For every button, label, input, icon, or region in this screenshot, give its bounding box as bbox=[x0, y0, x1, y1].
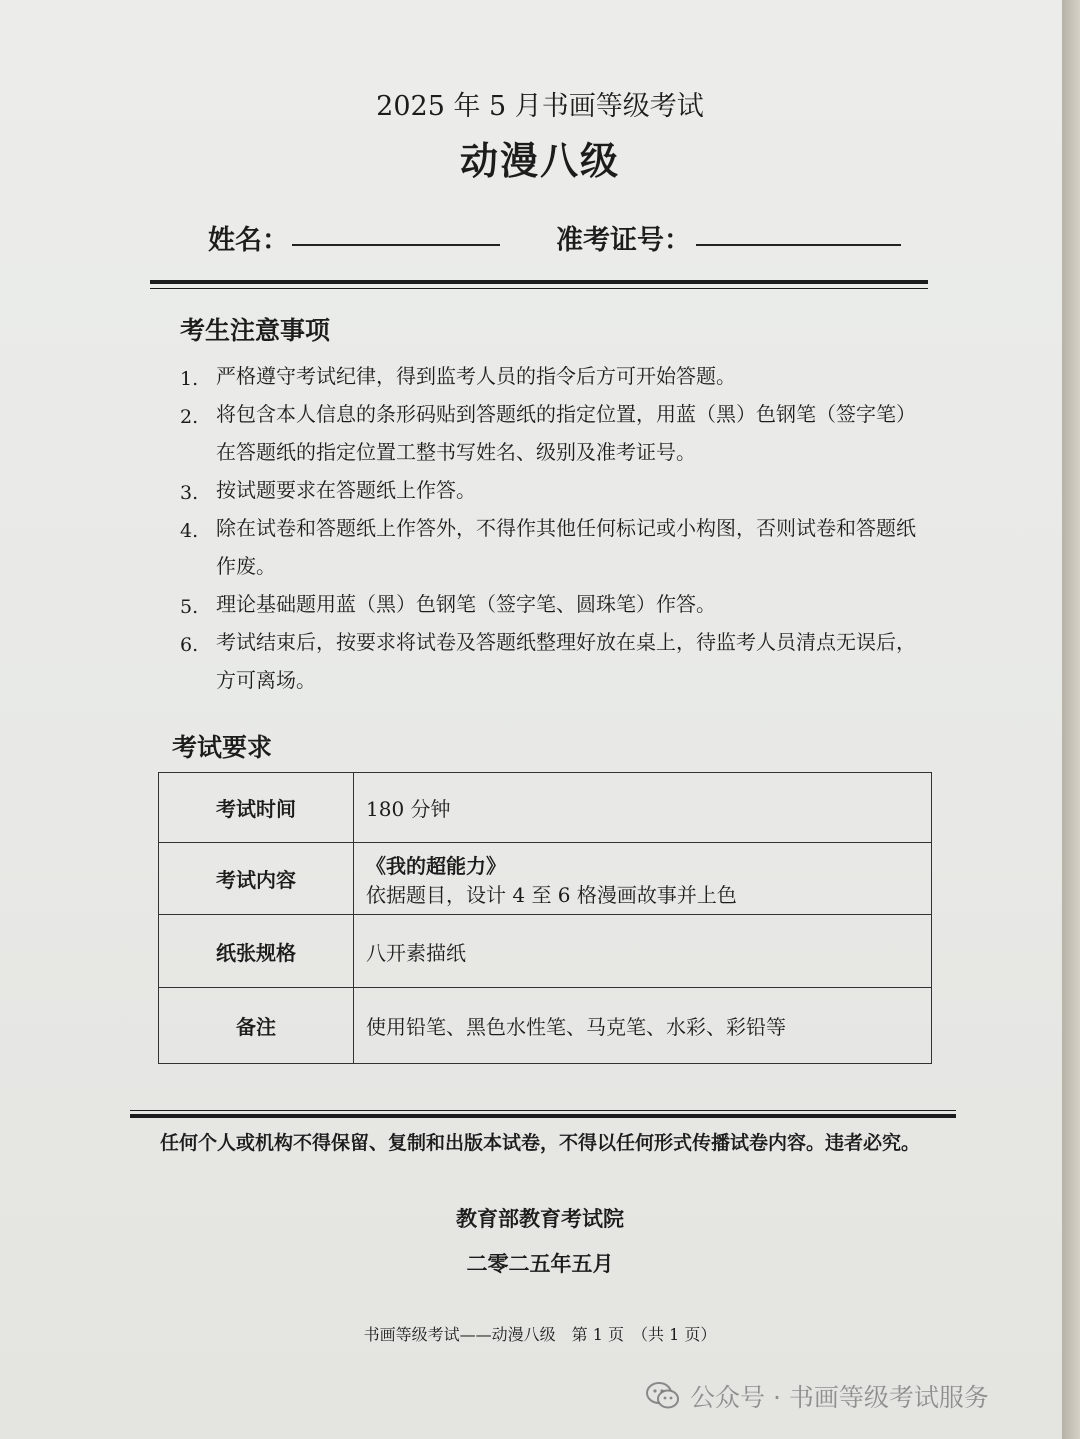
content-description: 依据题目，设计 4 至 6 格漫画故事并上色 bbox=[366, 882, 737, 907]
exam-title: 2025 年 5 月书画等级考试 bbox=[376, 91, 704, 122]
row-value: 180 分钟 bbox=[354, 773, 932, 843]
row-label: 考试内容 bbox=[159, 843, 354, 915]
exam-id-label: 准考证号： bbox=[556, 225, 691, 256]
notice-number: 6. bbox=[180, 634, 199, 656]
notice-item: 除在试卷和答题纸上作答外，不得作其他任何标记或小构图，否则试卷和答题纸作废。 bbox=[216, 516, 916, 578]
notice-item: 理论基础题用蓝（黑）色钢笔（签字笔、圆珠笔）作答。 bbox=[216, 592, 716, 616]
name-label: 姓名： bbox=[208, 225, 289, 256]
requirements-title: 考试要求 bbox=[172, 733, 273, 762]
notice-number: 5. bbox=[180, 596, 199, 618]
wechat-icon bbox=[646, 1381, 680, 1411]
table-row bbox=[159, 915, 932, 988]
issue-date: 二零二五年五月 bbox=[466, 1251, 614, 1276]
row-label: 纸张规格 bbox=[159, 915, 354, 988]
table-row bbox=[159, 843, 932, 915]
row-value-multi bbox=[354, 843, 932, 915]
table-row bbox=[159, 773, 932, 843]
issuer-org: 教育部教育考试院 bbox=[456, 1206, 624, 1231]
requirements-table bbox=[158, 772, 932, 1064]
notice-number: 1. bbox=[180, 368, 199, 390]
exam-id-blank-line bbox=[696, 244, 901, 246]
notices-title: 考生注意事项 bbox=[180, 316, 331, 345]
notice-item: 将包含本人信息的条形码贴到答题纸的指定位置，用蓝（黑）色钢笔（签字笔）在答题纸的指定位置工整书写姓名、级别及准考证号。 bbox=[216, 402, 916, 464]
notice-item: 考试结束后，按要求将试卷及答题纸整理好放在桌上，待监考人员清点无误后，方可离场。 bbox=[216, 630, 916, 692]
name-blank-line bbox=[292, 244, 500, 246]
row-label: 考试时间 bbox=[159, 773, 354, 843]
paper-edge-shadow bbox=[1062, 0, 1080, 1439]
copyright-warning: 任何个人或机构不得保留、复制和出版本试卷，不得以任何形式传播试卷内容。违者必究。 bbox=[159, 1132, 920, 1154]
row-value: 使用铅笔、黑色水性笔、马克笔、水彩、彩铅等 bbox=[354, 988, 932, 1064]
row-value: 八开素描纸 bbox=[354, 915, 932, 988]
row-label: 备注 bbox=[159, 988, 354, 1064]
notice-number: 3. bbox=[180, 482, 199, 504]
content-topic: 《我的超能力》 bbox=[366, 853, 506, 878]
notice-number: 4. bbox=[180, 520, 199, 542]
page-footer: 书画等级考试——动漫八级 第 1 页 （共 1 页） bbox=[363, 1325, 717, 1344]
notice-number: 2. bbox=[180, 406, 199, 428]
header-rule-thick bbox=[150, 280, 928, 284]
watermark bbox=[646, 1378, 989, 1414]
footer-rule-thick bbox=[130, 1114, 956, 1118]
table-row bbox=[159, 988, 932, 1064]
notice-item: 严格遵守考试纪律，得到监考人员的指令后方可开始答题。 bbox=[216, 364, 736, 388]
notice-item: 按试题要求在答题纸上作答。 bbox=[216, 478, 476, 502]
watermark-text: 公众号 · 书画等级考试服务 bbox=[690, 1383, 989, 1412]
footer-rule-thin bbox=[130, 1110, 956, 1111]
level-title: 动漫八级 bbox=[459, 138, 620, 183]
header-rule-thin bbox=[150, 288, 928, 289]
